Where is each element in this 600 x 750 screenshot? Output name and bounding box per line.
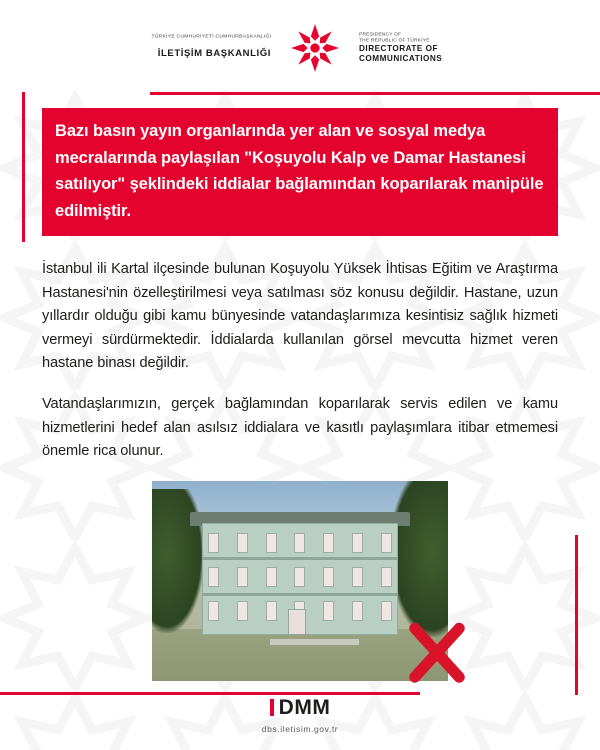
accent-rule-right	[575, 535, 578, 695]
photo-window	[294, 533, 305, 553]
header-right-tiny-1: PRESIDENCY OF	[359, 30, 402, 37]
header-left-title: İLETİŞİM BAŞKANLIĞI	[157, 47, 271, 59]
header-left-tiny: TÜRKİYE CUMHURİYETİ CUMHURBAŞKANLIĞI	[151, 33, 271, 40]
photo-window	[266, 567, 277, 587]
photo-window	[266, 533, 277, 553]
photo-window	[237, 567, 248, 587]
photo-building-band-1	[202, 557, 397, 560]
photo-window	[381, 533, 392, 553]
photo-tree-left	[152, 489, 204, 633]
photo-window	[266, 601, 277, 621]
photo-window-row-upper	[208, 533, 392, 553]
photo-window	[381, 601, 392, 621]
dmm-brand-text: DMM	[278, 695, 331, 719]
photo-window	[237, 601, 248, 621]
body-paragraph-1: İstanbul ili Kartal ilçesinde bulunan Koşuyolu Yüksek İhtisas Eğitim ve Araştırma Hastanesi'nin özelleştirilmesi veya satılması söz konusu değildir. Hastane, uzun yıllardır olduğu gibi kamu bünyesinde vatandaşlarımıza kesintisiz sağlık hizmeti vermeyi sürdürmektedir. İddialarda kullanılan görsel mevcutta hizmet veren hastane binası değildir.	[42, 260, 558, 372]
dmm-logo-bar	[270, 699, 274, 716]
header-left-block	[151, 33, 271, 61]
body-paragraph-2: Vatandaşlarımızın, gerçek bağlamından koparılarak servis edilen ve kamu hizmetlerini hedef alan asılsız iddialara ve kasıtlı paylaşımlara itibar etmemesi önemle rica olunur.	[42, 396, 558, 460]
headline-banner: Bazı basın yayın organlarında yer alan ve sosyal medya mecralarında paylaşılan "Koşuyolu Kalp ve Damar Hastanesi satılıyor" şeklindeki iddialar bağlamından koparılarak manipüle edilmiştir.	[42, 108, 558, 236]
photo-window-row-middle	[208, 567, 392, 587]
photo-window	[323, 601, 334, 621]
photo-window	[208, 533, 219, 553]
document-content	[0, 88, 600, 464]
photo-building-band-2	[202, 593, 397, 596]
header-right-title-1: DIRECTORATE OF	[359, 43, 439, 53]
evidence-photo	[152, 481, 448, 681]
photo-window	[237, 533, 248, 553]
photo-building-stairs	[270, 639, 359, 645]
red-x-mark-icon	[400, 615, 474, 689]
photo-window	[294, 567, 305, 587]
photo-window	[208, 601, 219, 621]
photo-building-door	[288, 609, 306, 635]
header-right-tiny-2: THE REPUBLIC OF TÜRKİYE	[359, 36, 430, 43]
photo-window	[323, 533, 334, 553]
photo-window	[352, 567, 363, 587]
dmm-logo	[270, 696, 331, 720]
header-right-title-2: COMMUNICATIONS	[359, 54, 443, 64]
header-right-block	[359, 32, 442, 65]
document-header	[0, 0, 600, 88]
photo-window	[352, 601, 363, 621]
photo-window	[352, 533, 363, 553]
photo-tree-right	[390, 481, 448, 637]
photo-window	[381, 567, 392, 587]
dmm-url[interactable]: dbs.iletisim.gov.tr	[261, 724, 339, 734]
photo-window	[208, 567, 219, 587]
photo-window	[323, 567, 334, 587]
turkiye-presidency-star-logo-icon	[289, 22, 341, 74]
document-footer	[0, 696, 600, 735]
